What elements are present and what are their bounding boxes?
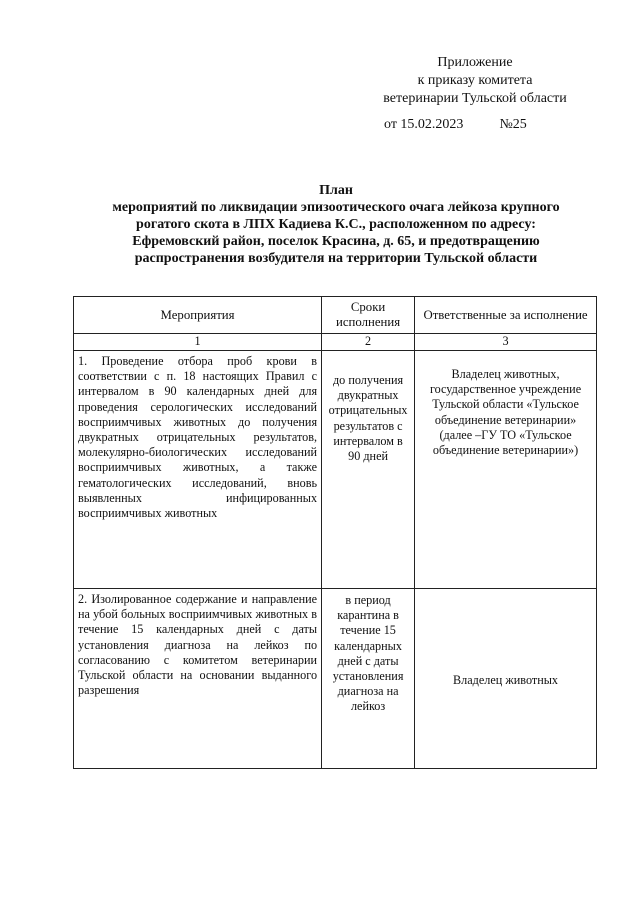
header-deadline: Сроки исполнения <box>322 297 415 334</box>
deadline-cell: в период карантина в течение 15 календарных дней с даты установления диагноза на лейкоз <box>322 589 415 769</box>
order-date: от 15.02.2023 <box>384 117 464 132</box>
title-line-3: рогатого скота в ЛПХ Кадиева К.С., расположенном по адресу: <box>136 217 536 232</box>
responsible-cell: Владелец животных, государственное учреждение Тульской области «Тульское объединение ветеринарии» (далее –ГУ ТО «Тульское объединение ветеринарии») <box>415 351 597 589</box>
order-number: №25 <box>499 117 527 132</box>
header-measures: Мероприятия <box>74 297 322 334</box>
title-line-2: мероприятий по ликвидации эпизоотического очага лейкоза крупного <box>112 200 560 215</box>
column-number-2: 2 <box>322 334 415 351</box>
responsible-cell: Владелец животных <box>415 589 597 769</box>
appendix-line-1: Приложение <box>437 55 513 70</box>
measures-table <box>73 296 597 769</box>
deadline-cell: до получения двукратных отрицательных результатов с интервалом в 90 дней <box>322 351 415 589</box>
document-title <box>76 182 596 267</box>
table-header-row <box>74 297 597 334</box>
measure-cell: 1. Проведение отбора проб крови в соответствии с п. 18 настоящих Правил с интервалом в 90 календарных дней для проведения серологических исследований восприимчивых животных до получения двукратных отрицательных результатов, молекулярно-биологических исследований восприимчивых животных, а также гематологических исследований, вновь выявленных инфицированных восприимчивых животных <box>74 351 322 589</box>
column-number-row <box>74 334 597 351</box>
title-line-1: План <box>319 183 353 198</box>
table-row <box>74 351 597 589</box>
title-line-4: Ефремовский район, поселок Красина, д. 65, и предотвращению <box>132 234 540 249</box>
title-line-5: распространения возбудителя на территории Тульской области <box>134 251 538 266</box>
column-number-3: 3 <box>415 334 597 351</box>
appendix-line-2: к приказу комитета <box>417 73 533 88</box>
column-number-1: 1 <box>74 334 322 351</box>
measure-cell: 2. Изолированное содержание и направление на убой больных восприимчивых животных в течение 15 календарных дней с даты установления диагноза на лейкоз по согласованию с комитетом ветеринарии Тульской области на основании выданного разрешения <box>74 589 322 769</box>
appendix-line-3: ветеринарии Тульской области <box>383 91 567 106</box>
order-date-line <box>384 117 527 133</box>
header-responsible: Ответственные за исполнение <box>415 297 597 334</box>
appendix-header <box>360 54 590 108</box>
table-row <box>74 589 597 769</box>
